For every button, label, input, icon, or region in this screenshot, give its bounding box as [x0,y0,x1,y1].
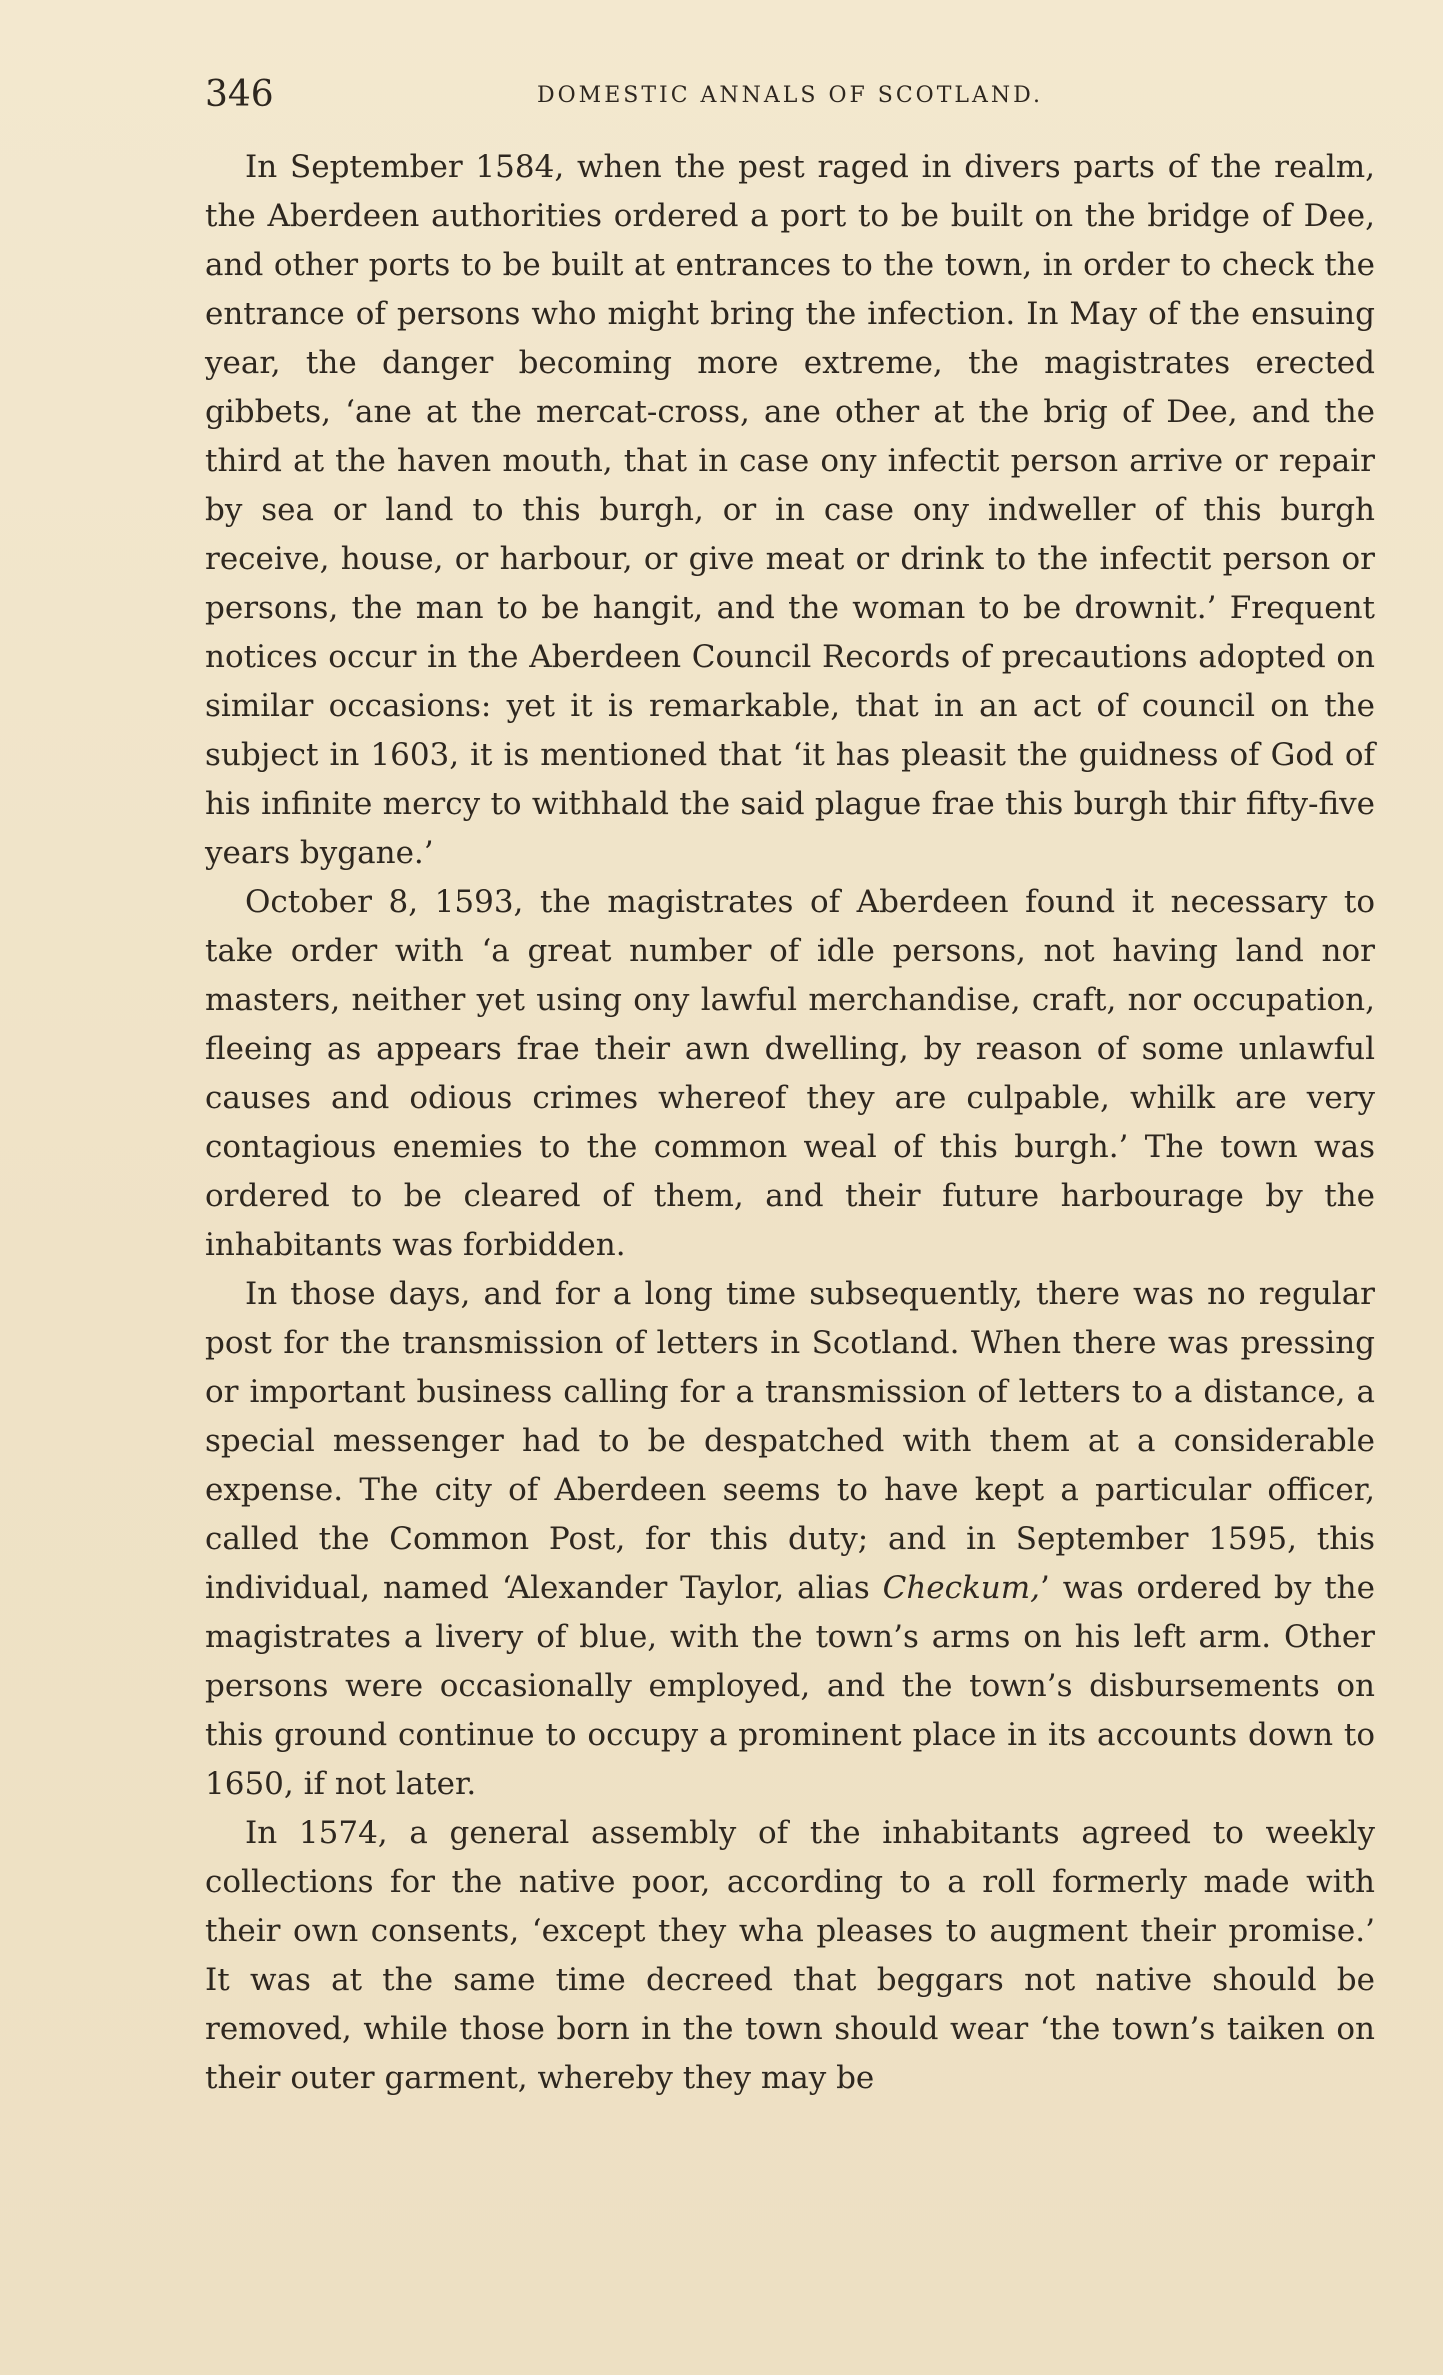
paragraph-plague-precautions: In September 1584, when the pest raged in divers parts of the realm, the Aberdeen authorities ordered a port to be built on the bridge of Dee, and other ports to be built at entrances to the town, in order to check the entrance of persons who might bring the infection. In May of the ensuing year, the danger becoming more extreme, the magistrates erected gibbets, ‘ane at the mercat-cross, ane other at the brig of Dee, and the third at the haven mouth, that in case ony infectit person arrive or repair by sea or land to this burgh, or in case ony indweller of this burgh receive, house, or harbour, or give meat or drink to the infectit person or persons, the man to be hangit, and the woman to be drownit.’ Frequent notices occur in the Aberdeen Council Records of precautions adopted on similar occasions: yet it is remarkable, that in an act of council on the subject in 1603, it is mentioned that ‘it has pleasit the guidness of God of his infinite mercy to withhald the said plague frae this burgh thir fifty-five years bygane.’ [205,149,1375,871]
page-number: 346 [205,74,274,115]
running-title: DOMESTIC ANNALS OF SCOTLAND. [537,83,1043,108]
paragraph-common-post-start: In those days, and for a long time subsequently, there was no regular post for the transmission of letters in Scotland. When there was pressing or important business calling for a transmission of letters to a distance, a special messenger had to be despatched with them at a considerable expense. The city of Aberdeen seems to have kept a particular officer, called the Common Post, for this duty; and in September 1595, this individual, named ‘Alexander Taylor, alias [205,1276,1375,1606]
paragraph-idle-persons: October 8, 1593, the magistrates of Aberdeen found it necessary to take order with ‘a great number of idle persons, not having land nor masters, neither yet using ony lawful merchandise, craft, nor occupation, fleeing as appears frae their awn dwelling, by reason of some unlawful causes and odious crimes whereof they are culpable, whilk are very contagious enemies to the common weal of this burgh.’ The town was ordered to be cleared of them, and their future harbourage by the inhabitants was forbidden. [205,884,1375,1263]
body-text [205,143,1375,2103]
alias-italic: Checkum, [882,1570,1041,1606]
page-header [205,70,1375,120]
paragraph-common-post-end: ’ was ordered by the magistrates a livery of blue, with the town’s arms on his left arm. Other persons were occasionally employed, and the town’s disbursements on this ground continue to occupy a prominent place in its accounts down to 1650, if not later. [205,1570,1375,1802]
paragraph-common-post [205,1270,1375,1809]
paragraph-poor-collections: In 1574, a general assembly of the inhabitants agreed to weekly collections for the native poor, according to a roll formerly made with their own consents, ‘except they wha pleases to augment their promise.’ It was at the same time decreed that beggars not native should be removed, while those born in the town should wear ‘the town’s taiken on their outer garment, whereby they may be [205,1815,1375,2096]
